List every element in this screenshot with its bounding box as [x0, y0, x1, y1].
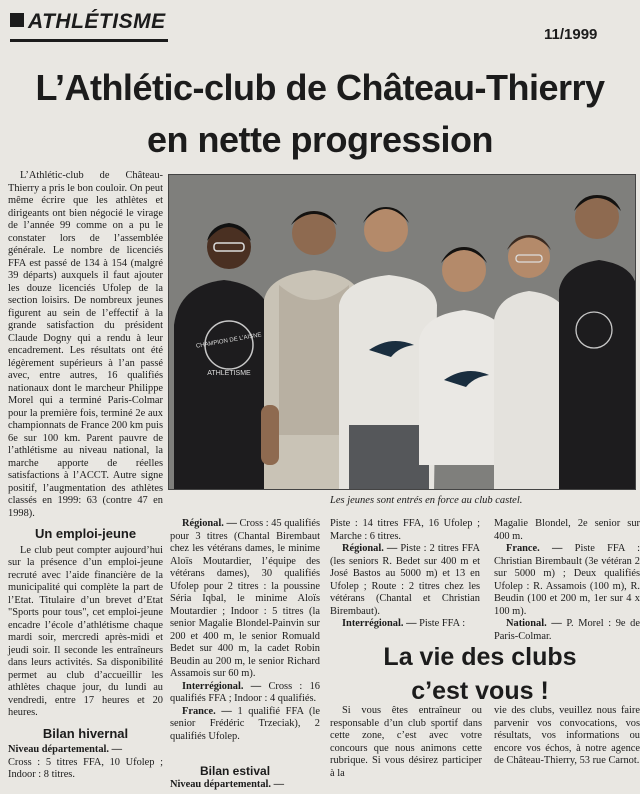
emploi-jeune-heading: Un emploi-jeune — [34, 526, 137, 541]
section-rubric — [10, 10, 166, 34]
square-bullet-icon — [10, 13, 24, 27]
interregional-label: Interrégional. — — [182, 680, 262, 692]
regional-summer-text: Piste : 2 titres FFA (les seniors R. Bedet sur 400 m et José Bastos au 5000 m) et 13 en Ufolep ; Route : 2 titres chez les vétérans (Chantal et Christian Birembaut). — [330, 543, 481, 617]
club-life-title-line-1: La vie des clubs — [383, 643, 577, 671]
club-life-right — [494, 705, 640, 768]
club-life-left — [330, 705, 482, 780]
headline-line-1: L’Athlétic-club de Château-Thierry — [35, 67, 605, 108]
interregional-text: Cross : 16 qualifiés FFA ; Indoor : 4 qualifiés. — [170, 680, 320, 704]
rubric-label: ATHLÉTISME — [28, 10, 166, 33]
bilan-estival-level-label: Niveau départemental. — — [170, 779, 284, 790]
intro-paragraph: L’Athlétic-club de Château-Thierry a pris le bon couloir. On peut même écrire que les athlètes et dirigeants ont bien négocié le virage de l’année 99 comme on a pu le constater lors de l’assemblée générale. Le nombre de licenciés FFA est passé de 134 à 154 (malgré 39 départs) auxquels il faut ajouter les douze licenciés Ufolep de la section loisirs. De nombreux jeunes figurent au sein de l’effectif à la grande satisfaction du président Claude Dogny qui a rendu à leur encadrement. Les résultats ont été légèrement supérieurs à l’an passé avec, entre autres, 16 qualifiés nationaux dont le marcheur Philippe Morel qui a terminé Paris-Colmar pour la première fois, terminé 2e aux championnats de France 200 km puis 6e sur 100 km. Parent pauvre de l’athlétisme au niveau national, la marche apporte de réelles satisfactions à l’ACCT. Autre signe positif, l’augmentation des athlètes classés en 1999: 63 (contre 47 en 1998). — [8, 170, 163, 519]
bilan-hivernal-text: Cross : 5 titres FFA, 10 Ufolep ; Indoor : 8 titres. — [8, 756, 163, 780]
club-life-right-text: vie des clubs, veuillez nous faire parvenir vos convocations, vos résultats, vos informations ou encore vos échos, à notre agence de Château-Thierry, 53 rue Carnot. — [494, 705, 640, 766]
column-2 — [170, 518, 320, 743]
regional-label: Régional. — — [182, 518, 237, 529]
column-4 — [494, 518, 640, 643]
national-text: P. Morel : 9e de Paris-Colmar. — [494, 618, 640, 642]
bilan-estival-heading: Bilan estival — [200, 764, 271, 778]
france-summer-text: Piste FFA : Christian Birembault (3e vétéran 2 sur 5000 m) ; Deux qualifiés Ufolep : R. Assamois (100 m), R. Beudin (100 et 200 m, 1er sur 4 x 100 m). — [494, 543, 640, 617]
regional-summer-label: Régional. — — [342, 543, 398, 554]
photo-caption: Les jeunes sont entrés en force au club castel. — [330, 495, 523, 506]
column-3 — [330, 518, 480, 631]
national-label: National. — — [506, 618, 562, 629]
column-1 — [8, 170, 163, 782]
bilan-estival-level — [170, 779, 320, 792]
interregional-summer-text: Piste FFA : — [419, 618, 466, 629]
issue-date: 11/1999 — [544, 26, 598, 43]
france-label: France. — — [182, 705, 232, 717]
club-life-left-text: Si vous êtes entraîneur ou responsable d’un club sportif dans cette zone, c’est avec votre concours que nous animons cette rubrique. Si vous désirez participer à la — [330, 705, 482, 779]
club-life-title — [330, 640, 630, 708]
france-text: 1 qualifié FFA (le senior Frédéric Trzeciak), 2 qualifiés Ufolep. — [170, 705, 320, 742]
team-photo-illustration — [169, 175, 636, 490]
blondel-text: Magalie Blondel, 2e senior sur 400 m. — [494, 518, 640, 542]
article-headline — [20, 62, 620, 166]
club-life-title-line-2: c’est vous ! — [411, 677, 549, 705]
interregional-summer-label: Interrégional. — — [342, 618, 417, 629]
regional-text: Cross : 45 qualifiés pour 3 titres (Chantal Birembaut chez les vétérans dames, le minime Aloïs Moutardier, l’équipe des vétérans dames), 30 qualifiés Ufolep pour 2 titres : la poussine Séria Iqbal, le minime Aloïs Moutardier ; Indoor : 5 titres (la senior Magalie Blondel-Painvin sur 200 et 400 m, le senior Romuald Bedet sur 400 m, la cadet Robin Beudin au 200 m, le senior Richard Assamois sur 60 m). — [170, 518, 320, 679]
svg-text:CHAMPION DE L’AISNE: CHAMPION DE L’AISNE — [195, 332, 263, 350]
rubric-rule — [10, 39, 168, 42]
bilan-hivernal-level: Niveau départemental. — — [8, 744, 122, 755]
piste-text: Piste : 14 titres FFA, 16 Ufolep ; Marche : 6 titres. — [330, 518, 480, 542]
emploi-jeune-paragraph: Le club peut compter aujourd’hui sur la présence d’un emploi-jeune recruté avec l’aide financière de la municipalité qui complète la part de l’Etat. Titulaire d’un brevet d’Etat "Sports pour tous", cet emploi-jeune encadre l’école d’athlétisme chaque mardi soir, mercredi après-midi et jeudi soir. Il seconde les entraîneurs dans leurs activités. Sa disponibilité permet au club d’accueillir les athlètes chaque jour, du lundi au vendredi, entre 17 heures et 20 heures. — [8, 544, 163, 718]
france-summer-label: France. — — [506, 543, 563, 554]
team-photo — [168, 174, 636, 490]
bilan-hivernal-heading: Bilan hivernal — [42, 725, 129, 741]
headline-line-2: en nette progression — [146, 119, 494, 160]
svg-text:ATHLÉTISME: ATHLÉTISME — [207, 370, 251, 377]
